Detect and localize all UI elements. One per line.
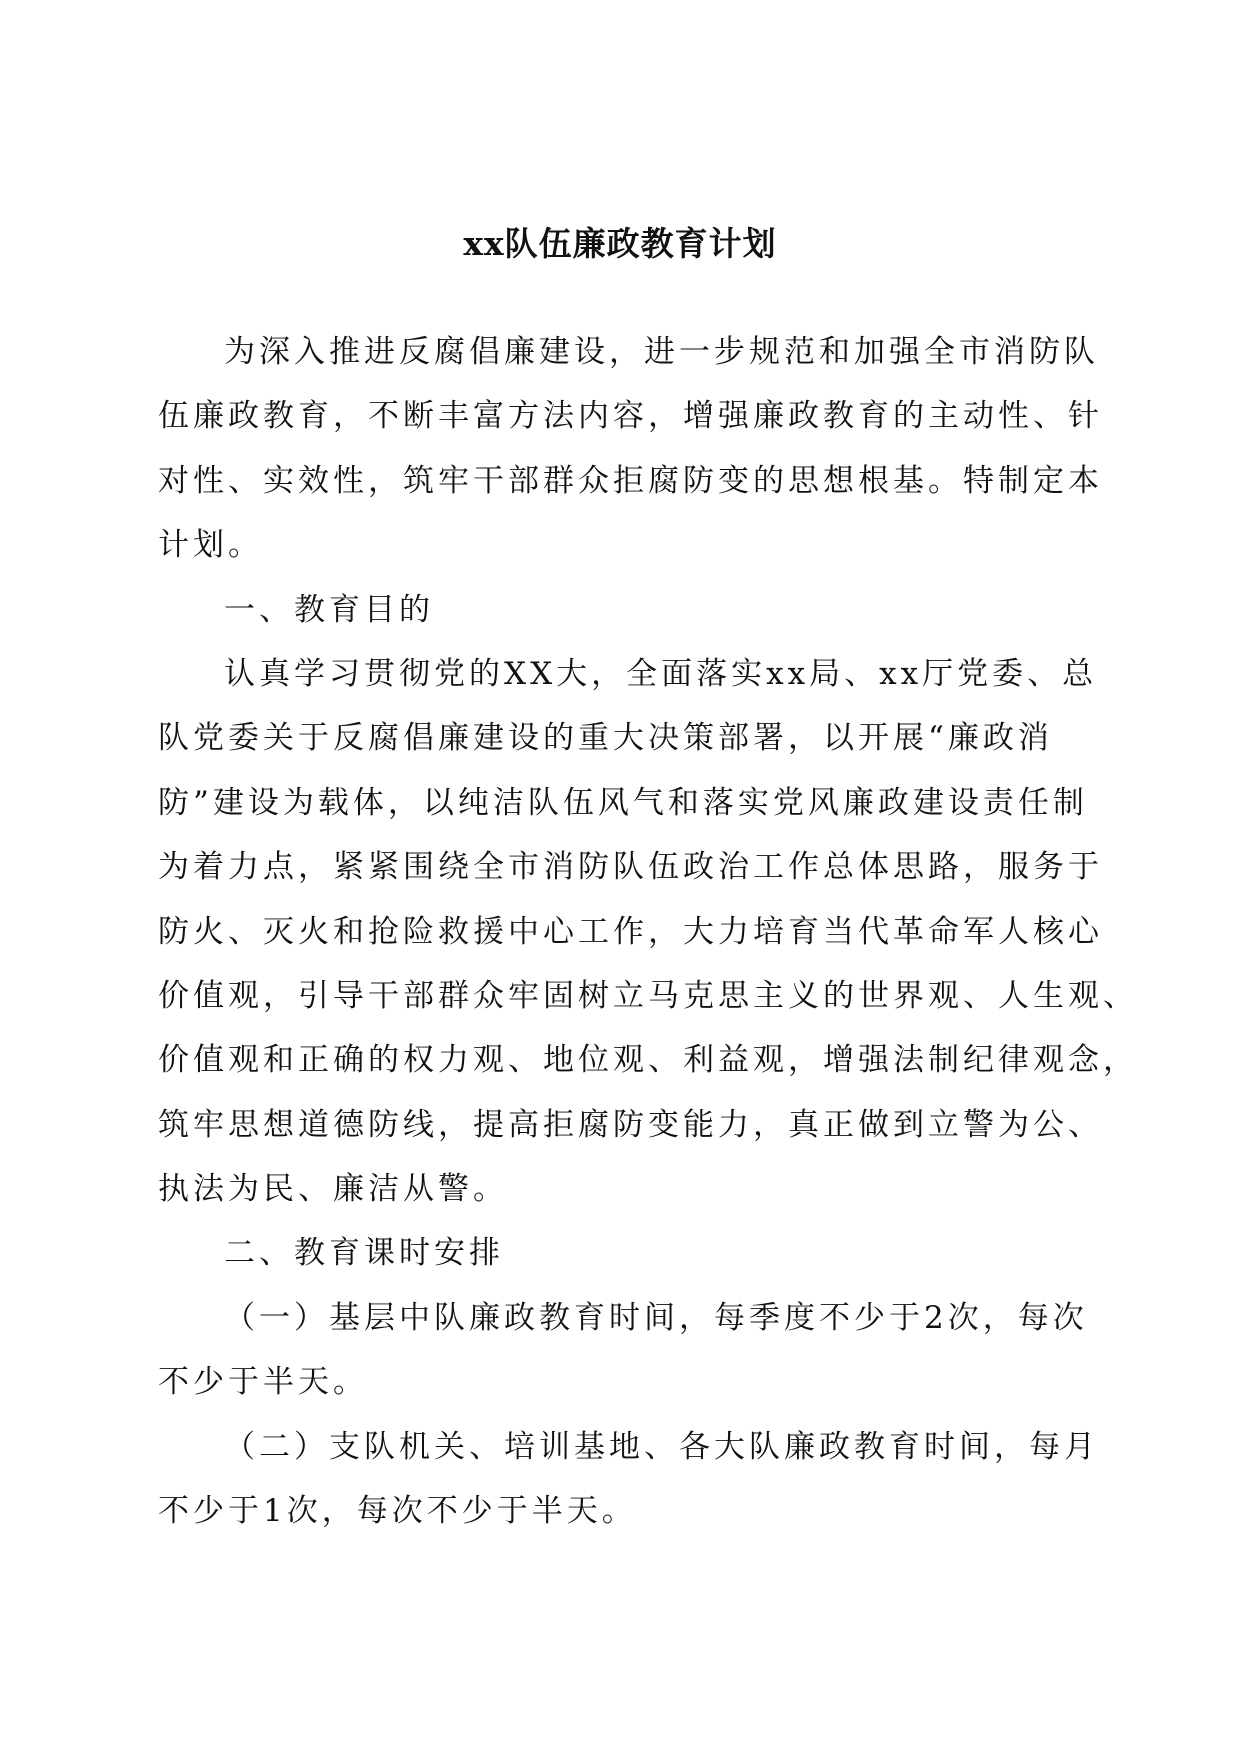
body-line: 对性、实效性，筑牢干部群众拒腐防变的思想根基。特制定本 <box>158 462 1103 499</box>
body-line: 队党委关于反腐倡廉建设的重大决策部署，以开展“廉政消 <box>158 720 1053 757</box>
body-line: 计划。 <box>158 527 263 564</box>
body-line: 执法为民、廉洁从警。 <box>158 1171 508 1208</box>
body-line: 防”建设为载体，以纯洁队伍风气和落实党风廉政建设责任制 <box>158 784 1088 821</box>
body-line: （二）支队机关、培训基地、各大队廉政教育时间，每月 <box>224 1428 1099 1465</box>
body-line: 为着力点，紧紧围绕全市消防队伍政治工作总体思路，服务于 <box>158 849 1103 886</box>
body-line: 价值观和正确的权力观、地位观、利益观，增强法制纪律观念， <box>158 1042 1138 1079</box>
document-title: xx队伍廉政教育计划 <box>463 224 777 263</box>
body-line: 不少于半天。 <box>158 1364 368 1401</box>
section-heading-schedule: 二、教育课时安排 <box>224 1235 504 1272</box>
body-line: 筑牢思想道德防线，提高拒腐防变能力，真正做到立警为公、 <box>158 1106 1103 1143</box>
body-line: 伍廉政教育，不断丰富方法内容，增强廉政教育的主动性、针 <box>158 398 1103 435</box>
body-line: 认真学习贯彻党的XX大，全面落实xx局、xx厅党委、总 <box>224 655 1098 692</box>
body-line: （一）基层中队廉政教育时间，每季度不少于2次，每次 <box>224 1299 1088 1336</box>
body-line: 防火、灭火和抢险救援中心工作，大力培育当代革命军人核心 <box>158 913 1103 950</box>
body-line: 价值观，引导干部群众牢固树立马克思主义的世界观、人生观、 <box>158 977 1138 1014</box>
body-line: 为深入推进反腐倡廉建设，进一步规范和加强全市消防队 <box>224 334 1099 370</box>
body-line: 不少于1次，每次不少于半天。 <box>158 1493 637 1530</box>
section-heading-purpose: 一、教育目的 <box>224 591 434 628</box>
document-body <box>158 320 1138 1543</box>
